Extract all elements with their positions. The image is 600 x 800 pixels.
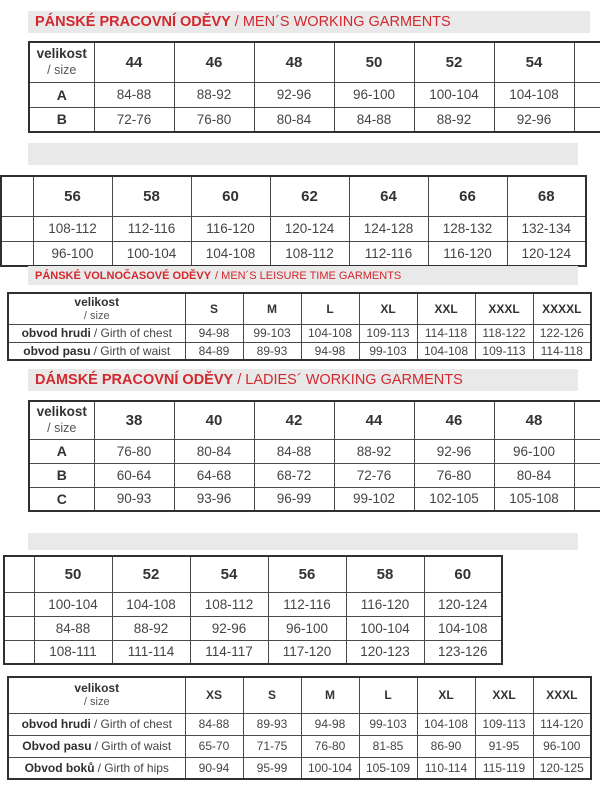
measurement-value-cell: 81-85 xyxy=(359,735,417,757)
size-corner-cell xyxy=(8,293,185,324)
measurement-value-cell: 104-108 xyxy=(301,324,359,342)
measurement-value-cell: 116-120 xyxy=(191,216,270,241)
measurement-value-cell: 115-119 xyxy=(475,757,533,779)
size-header-cell: 56 xyxy=(268,556,346,592)
measurement-row-b xyxy=(29,463,600,487)
measurement-value-cell: 76-80 xyxy=(301,735,359,757)
row-label-hips xyxy=(8,757,185,779)
mens-leisure-sizes-table xyxy=(7,292,592,361)
measurement-value-cell: 88-92 xyxy=(334,439,414,463)
size-header-cell: 56 xyxy=(33,176,112,216)
size-header-cell: 60 xyxy=(191,176,270,216)
measurement-value-cell: 94-98 xyxy=(301,342,359,360)
mens-working-title-en: / MEN´S WORKING GARMENTS xyxy=(234,14,451,30)
measurement-value-cell: 108-112 xyxy=(33,216,112,241)
size-header-row xyxy=(4,556,502,592)
size-header-row xyxy=(8,293,591,324)
measurement-value-cell: 109-113 xyxy=(475,713,533,735)
mens-working-table-44-54-clip xyxy=(28,41,600,138)
measurement-value-cell: 100-104 xyxy=(112,241,191,266)
mens-leisure-title-cz: PÁNSKÉ VOLNOČASOVÉ ODĚVY xyxy=(35,269,212,282)
measurement-value-cell: 120-123 xyxy=(346,640,424,664)
girth-of-waist-row xyxy=(8,735,591,757)
size-header-cell: 54 xyxy=(190,556,268,592)
measurement-value-cell: 114-118 xyxy=(533,342,591,360)
measurement-value-cell: 92-96 xyxy=(254,82,334,107)
clipped-edge-cell xyxy=(1,176,33,216)
clipped-edge-cell xyxy=(4,592,34,616)
clipped-edge-cell xyxy=(4,640,34,664)
row-label-waist xyxy=(8,342,185,360)
size-header-cell: 50 xyxy=(334,42,414,82)
size-header-cell: 68 xyxy=(507,176,586,216)
clipped-edge-cell xyxy=(574,107,600,132)
size-header-row xyxy=(1,176,586,216)
measurement-value-cell: 114-117 xyxy=(190,640,268,664)
girth-of-chest-row xyxy=(8,324,591,342)
measurement-value-cell: 96-99 xyxy=(254,487,334,511)
size-header-cell: M xyxy=(243,293,301,324)
row-label-cz: Obvod pasu xyxy=(22,739,92,753)
size-header-cell: 48 xyxy=(494,401,574,439)
clipped-edge-cell xyxy=(574,42,600,82)
size-header-cell: 60 xyxy=(424,556,502,592)
row-label-a: A xyxy=(29,82,94,107)
measurement-value-cell: 104-108 xyxy=(191,241,270,266)
measurement-value-cell: 84-88 xyxy=(34,616,112,640)
size-header-cell: XL xyxy=(417,677,475,713)
measurement-value-cell: 105-108 xyxy=(494,487,574,511)
clipped-edge-cell xyxy=(574,401,600,439)
measurement-value-cell: 92-96 xyxy=(494,107,574,132)
measurement-value-cell: 123-126 xyxy=(424,640,502,664)
measurement-value-cell: 109-113 xyxy=(475,342,533,360)
size-header-cell: XXXL xyxy=(533,677,591,713)
measurement-value-cell: 71-75 xyxy=(243,735,301,757)
corner-size-label: / size xyxy=(83,696,110,709)
measurement-value-cell: 94-98 xyxy=(185,324,243,342)
measurement-value-cell: 94-98 xyxy=(301,713,359,735)
measurement-value-cell: 93-96 xyxy=(174,487,254,511)
size-header-cell: 40 xyxy=(174,401,254,439)
measurement-value-cell: 112-116 xyxy=(112,216,191,241)
measurement-value-cell: 84-89 xyxy=(185,342,243,360)
row-label-en: / Girth of chest xyxy=(93,717,172,731)
size-header-cell: S xyxy=(243,677,301,713)
measurement-value-cell: 112-116 xyxy=(268,592,346,616)
mens-working-sizes-56-68-table xyxy=(0,175,587,267)
mens-working-sizes-44-54-table xyxy=(28,41,600,133)
measurement-value-cell: 114-118 xyxy=(417,324,475,342)
size-header-cell: XS xyxy=(185,677,243,713)
size-header-cell: 46 xyxy=(414,401,494,439)
measurement-value-cell: 124-128 xyxy=(349,216,428,241)
size-header-cell: 52 xyxy=(112,556,190,592)
measurement-value-cell: 114-120 xyxy=(533,713,591,735)
measurement-value-cell: 116-120 xyxy=(428,241,507,266)
row-label-chest xyxy=(8,713,185,735)
measurement-value-cell: 72-76 xyxy=(334,463,414,487)
row-label-en: / Girth of chest xyxy=(93,326,172,340)
measurement-value-cell: 105-109 xyxy=(359,757,417,779)
size-header-row xyxy=(29,42,600,82)
measurement-value-cell: 120-124 xyxy=(424,592,502,616)
girth-of-hips-row xyxy=(8,757,591,779)
size-header-cell: 58 xyxy=(112,176,191,216)
measurement-value-cell: 120-124 xyxy=(270,216,349,241)
clipped-edge-cell xyxy=(574,439,600,463)
measurement-value-cell: 99-103 xyxy=(243,324,301,342)
measurement-value-cell: 86-90 xyxy=(417,735,475,757)
measurement-value-cell: 90-94 xyxy=(185,757,243,779)
measurement-value-cell: 96-100 xyxy=(494,439,574,463)
size-header-cell: 64 xyxy=(349,176,428,216)
clipped-edge-cell xyxy=(574,82,600,107)
clipped-edge-cell xyxy=(1,216,33,241)
ladies-working-sizes-38-48-table xyxy=(28,400,600,512)
measurement-value-cell: 100-104 xyxy=(34,592,112,616)
measurement-value-cell: 96-100 xyxy=(268,616,346,640)
measurement-value-cell: 76-80 xyxy=(94,439,174,463)
measurement-value-cell: 99-103 xyxy=(359,713,417,735)
measurement-value-cell: 80-84 xyxy=(494,463,574,487)
measurement-value-cell: 120-124 xyxy=(507,241,586,266)
measurement-value-cell: 84-88 xyxy=(94,82,174,107)
measurement-row-a-cont xyxy=(1,216,586,241)
measurement-value-cell: 72-76 xyxy=(94,107,174,132)
measurement-value-cell: 120-125 xyxy=(533,757,591,779)
measurement-value-cell: 118-122 xyxy=(475,324,533,342)
measurement-value-cell: 80-84 xyxy=(254,107,334,132)
row-label-cz: Obvod boků xyxy=(24,760,95,775)
measurement-value-cell: 89-93 xyxy=(243,713,301,735)
measurement-row-c-cont xyxy=(4,640,502,664)
measurement-value-cell: 65-70 xyxy=(185,735,243,757)
size-header-cell: XL xyxy=(359,293,417,324)
section-separator-band xyxy=(28,143,578,165)
measurement-value-cell: 84-88 xyxy=(254,439,334,463)
measurement-value-cell: 109-113 xyxy=(359,324,417,342)
measurement-value-cell: 104-108 xyxy=(417,713,475,735)
measurement-value-cell: 102-105 xyxy=(414,487,494,511)
size-header-cell: 58 xyxy=(346,556,424,592)
measurement-value-cell: 104-108 xyxy=(417,342,475,360)
clipped-edge-cell xyxy=(1,241,33,266)
mens-leisure-title-en: / MEN´S LEISURE TIME GARMENTS xyxy=(215,269,402,282)
size-header-cell: 42 xyxy=(254,401,334,439)
mens-working-title-band xyxy=(28,11,590,33)
measurement-value-cell: 108-112 xyxy=(190,592,268,616)
size-header-cell: XXL xyxy=(475,677,533,713)
measurement-value-cell: 108-111 xyxy=(34,640,112,664)
measurement-value-cell: 96-100 xyxy=(33,241,112,266)
clipped-edge-cell xyxy=(574,487,600,511)
corner-velikost-label: velikost xyxy=(36,46,87,62)
girth-of-waist-row xyxy=(8,342,591,360)
measurement-value-cell: 116-120 xyxy=(346,592,424,616)
measurement-value-cell: 104-108 xyxy=(112,592,190,616)
girth-of-chest-row xyxy=(8,713,591,735)
row-label-b: B xyxy=(29,463,94,487)
measurement-value-cell: 104-108 xyxy=(424,616,502,640)
measurement-row-b-cont xyxy=(1,241,586,266)
size-header-cell: 50 xyxy=(34,556,112,592)
measurement-value-cell: 64-68 xyxy=(174,463,254,487)
size-corner-cell xyxy=(29,401,94,439)
ladies-working-sizes-50-60-table xyxy=(3,555,503,665)
measurement-value-cell: 99-103 xyxy=(359,342,417,360)
measurement-row-a xyxy=(29,82,600,107)
measurement-value-cell: 100-104 xyxy=(346,616,424,640)
row-label-chest xyxy=(8,324,185,342)
measurement-value-cell: 100-104 xyxy=(414,82,494,107)
measurement-value-cell: 88-92 xyxy=(414,107,494,132)
size-header-cell: 46 xyxy=(174,42,254,82)
mens-leisure-title-band xyxy=(28,266,578,285)
mens-working-title-cz: PÁNSKÉ PRACOVNÍ ODĚVY xyxy=(35,14,231,30)
size-header-cell: XXXL xyxy=(475,293,533,324)
measurement-value-cell: 80-84 xyxy=(174,439,254,463)
measurement-row-c xyxy=(29,487,600,511)
corner-velikost-label: velikost xyxy=(74,294,120,309)
measurement-value-cell: 110-114 xyxy=(417,757,475,779)
measurement-value-cell: 91-95 xyxy=(475,735,533,757)
size-header-cell: 62 xyxy=(270,176,349,216)
measurement-value-cell: 100-104 xyxy=(301,757,359,779)
size-header-cell: 54 xyxy=(494,42,574,82)
measurement-value-cell: 76-80 xyxy=(414,463,494,487)
ladies-working-title-cz: DÁMSKÉ PRACOVNÍ ODĚVY xyxy=(35,372,234,388)
measurement-row-b-cont xyxy=(4,616,502,640)
ladies-working-title-en: / LADIES´ WORKING GARMENTS xyxy=(237,372,463,388)
corner-velikost-label: velikost xyxy=(36,404,87,420)
row-label-en: / Girth of waist xyxy=(94,739,172,753)
size-header-cell: L xyxy=(301,293,359,324)
clipped-edge-cell xyxy=(4,556,34,592)
size-header-cell: 44 xyxy=(94,42,174,82)
measurement-value-cell: 104-108 xyxy=(494,82,574,107)
size-header-cell: 38 xyxy=(94,401,174,439)
size-header-cell: M xyxy=(301,677,359,713)
measurement-value-cell: 99-102 xyxy=(334,487,414,511)
corner-size-label: / size xyxy=(83,309,110,322)
measurement-value-cell: 84-88 xyxy=(185,713,243,735)
row-label-waist xyxy=(8,735,185,757)
size-header-row xyxy=(29,401,600,439)
measurement-row-a xyxy=(29,439,600,463)
row-label-c: C xyxy=(29,487,94,511)
measurement-value-cell: 112-116 xyxy=(349,241,428,266)
row-label-cz: obvod hrudi xyxy=(21,326,91,340)
size-header-cell: S xyxy=(185,293,243,324)
measurement-value-cell: 76-80 xyxy=(174,107,254,132)
measurement-value-cell: 68-72 xyxy=(254,463,334,487)
size-header-row xyxy=(8,677,591,713)
ladies-working-table-38-48-clip xyxy=(28,400,600,518)
measurement-value-cell: 95-99 xyxy=(243,757,301,779)
size-header-cell: XXXXL xyxy=(533,293,591,324)
measurement-value-cell: 117-120 xyxy=(268,640,346,664)
measurement-row-a-cont xyxy=(4,592,502,616)
row-label-en: / Girth of waist xyxy=(93,343,171,358)
measurement-value-cell: 122-126 xyxy=(533,324,591,342)
size-header-cell: 48 xyxy=(254,42,334,82)
row-label-a: A xyxy=(29,439,94,463)
measurement-value-cell: 88-92 xyxy=(112,616,190,640)
measurement-value-cell: 92-96 xyxy=(414,439,494,463)
measurement-value-cell: 108-112 xyxy=(270,241,349,266)
size-corner-cell xyxy=(29,42,94,82)
clipped-edge-cell xyxy=(4,616,34,640)
measurement-value-cell: 89-93 xyxy=(243,342,301,360)
size-header-cell: XXL xyxy=(417,293,475,324)
measurement-value-cell: 96-100 xyxy=(533,735,591,757)
measurement-value-cell: 132-134 xyxy=(507,216,586,241)
measurement-value-cell: 92-96 xyxy=(190,616,268,640)
ladies-letter-sizes-table xyxy=(7,676,592,780)
row-label-cz: obvod hrudi xyxy=(21,717,91,731)
corner-size-label: / size xyxy=(47,63,77,78)
measurement-value-cell: 128-132 xyxy=(428,216,507,241)
clipped-edge-cell xyxy=(574,463,600,487)
size-header-cell: 44 xyxy=(334,401,414,439)
size-header-cell: 66 xyxy=(428,176,507,216)
corner-velikost-label: velikost xyxy=(74,681,120,696)
measurement-value-cell: 88-92 xyxy=(174,82,254,107)
ladies-working-title-band xyxy=(28,369,578,391)
row-label-cz: obvod pasu xyxy=(23,343,91,358)
measurement-value-cell: 111-114 xyxy=(112,640,190,664)
section-separator-band xyxy=(28,533,578,550)
row-label-en: / Girth of hips xyxy=(97,760,169,775)
size-header-cell: 52 xyxy=(414,42,494,82)
measurement-value-cell: 84-88 xyxy=(334,107,414,132)
size-header-cell: L xyxy=(359,677,417,713)
measurement-value-cell: 96-100 xyxy=(334,82,414,107)
measurement-value-cell: 60-64 xyxy=(94,463,174,487)
corner-size-label: / size xyxy=(47,421,77,436)
size-corner-cell xyxy=(8,677,185,713)
measurement-value-cell: 90-93 xyxy=(94,487,174,511)
row-label-b: B xyxy=(29,107,94,132)
measurement-row-b xyxy=(29,107,600,132)
